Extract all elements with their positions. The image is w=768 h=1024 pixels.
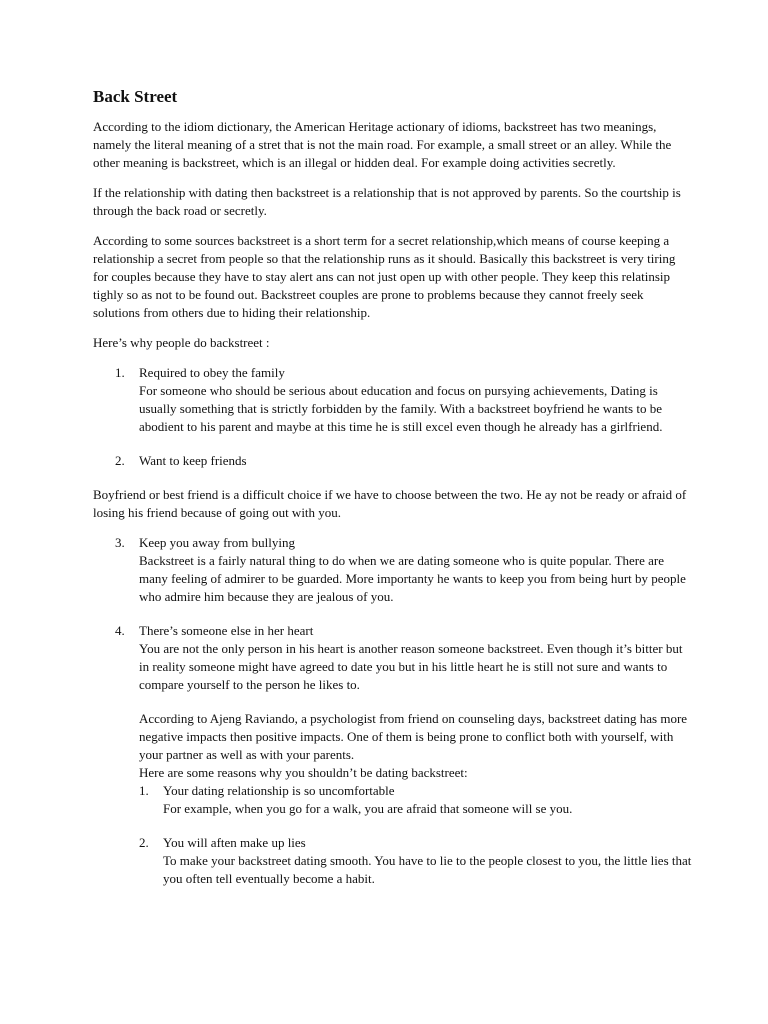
reason-not-number: 2. bbox=[139, 835, 149, 850]
reason-number: 3. bbox=[115, 535, 125, 550]
psychologist-block bbox=[93, 710, 693, 888]
paragraph-psychologist: According to Ajeng Raviando, a psychologist from friend on counseling days, backstreet dating has more negative impacts then positive impacts. One of them is being prone to conflict both with yourself, with your partner as well as with your parents. bbox=[139, 711, 688, 762]
reason-not-number: 1. bbox=[139, 783, 149, 798]
reason-body: Backstreet is a fairly natural thing to do when we are dating someone who is quite popular. There are many feeling of admirer to be guarded. More importanty he wants to keep you from being hurt by people who admire him because they are jealous of you. bbox=[139, 553, 686, 604]
paragraph-parents: If the relationship with dating then backstreet is a relationship that is not approved by parents. So the courtship is through the back road or secretly. bbox=[93, 185, 681, 218]
reason-item-4 bbox=[93, 622, 693, 694]
reason-not-item-2 bbox=[139, 834, 693, 888]
reason-number: 2. bbox=[115, 453, 125, 468]
reason-number: 1. bbox=[115, 365, 125, 380]
reason-title: There’s someone else in her heart bbox=[139, 623, 314, 638]
reason-not-body: For example, when you go for a walk, you are afraid that someone will se you. bbox=[163, 801, 573, 816]
reasons-heading: Here’s why people do backstreet : bbox=[93, 335, 270, 350]
paragraph-friends: Boyfriend or best friend is a difficult choice if we have to choose between the two. He ay not be ready or afraid of losing his friend because of going out with you. bbox=[93, 487, 687, 520]
reason-item-2 bbox=[93, 452, 693, 470]
paragraph-definition: According to the idiom dictionary, the American Heritage actionary of idioms, backstreet has two meanings, namely the literal meaning of a stret that is not the main road. For example, a small street or an alley. While the other meaning is backstreet, which is an illegal or hidden deal. For example doing activities secretly. bbox=[93, 119, 672, 170]
reason-title: Want to keep friends bbox=[139, 453, 247, 468]
reason-not-title: Your dating relationship is so uncomfortable bbox=[163, 783, 395, 798]
reason-not-body: To make your backstreet dating smooth. You have to lie to the people closest to you, the little lies that you often tell eventually become a habit. bbox=[163, 853, 692, 886]
reasons-not-heading: Here are some reasons why you shouldn’t be dating backstreet: bbox=[139, 765, 468, 780]
document-page bbox=[93, 86, 693, 904]
reason-not-title: You will aften make up lies bbox=[163, 835, 306, 850]
reason-number: 4. bbox=[115, 623, 125, 638]
reason-title: Required to obey the family bbox=[139, 365, 285, 380]
reason-item-3 bbox=[93, 534, 693, 606]
reason-body: You are not the only person in his heart is another reason someone backstreet. Even though it’s bitter but in reality someone might have agreed to date you but in his little heart he is still not sure and wants to compare yourself to the person he likes to. bbox=[139, 641, 683, 692]
reason-not-item-1 bbox=[139, 782, 693, 818]
reason-item-1 bbox=[93, 364, 693, 436]
document-title: Back Street bbox=[93, 87, 178, 106]
reason-body: For someone who should be serious about education and focus on pursying achievements, Dating is usually something that is strictly forbidden by the family. With a backstreet boyfriend he wants to be abodient to his parent and maybe at this time he is still excel even though he already has a girlfriend. bbox=[139, 383, 663, 434]
reason-title: Keep you away from bullying bbox=[139, 535, 295, 550]
paragraph-secret-relationship: According to some sources backstreet is a short term for a secret relationship,which means of course keeping a relationship a secret from people so that the relationship runs as it should. Basically this backstreet is very tiring for couples because they have to stay alert ans can not just open up with other people. They keep this relatinsip tighly so as not to be found out. Backstreet couples are prone to problems because they cannot freely seek solutions from others due to hiding their relationship. bbox=[93, 233, 676, 320]
